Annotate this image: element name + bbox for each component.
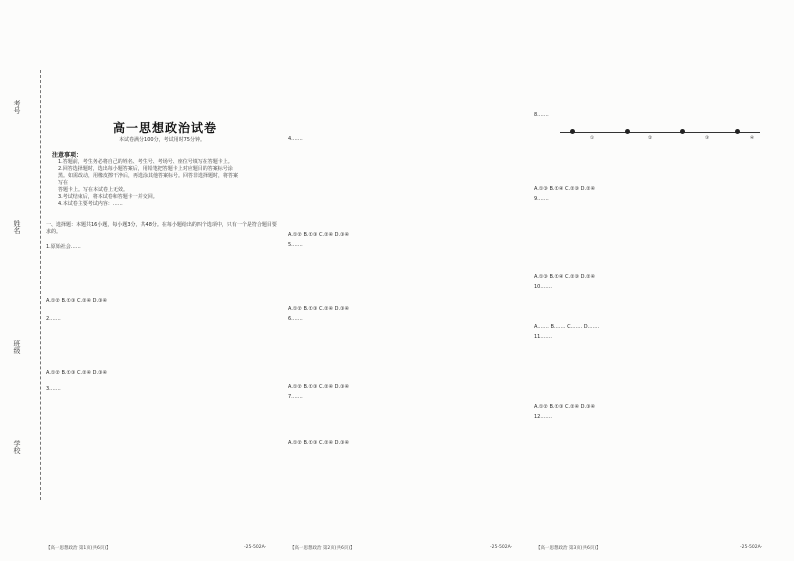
page3-footer-left: 【高一思想政治 第3页(共6页)】	[536, 546, 601, 551]
col3-block: 10.……	[534, 284, 552, 290]
timeline-mark: ①	[590, 136, 595, 141]
col1-block: 一、选择题：本题共16小题，每小题3分，共48分。在每小题给出的四个选项中，只有一个是符合题目要求的。	[46, 222, 277, 236]
binding-label-school: 学校	[13, 440, 21, 454]
col3-block: A.①② B.①③ C.②④ D.③④	[534, 404, 596, 410]
col2-block: A.①② B.①③ C.②④ D.③④	[288, 306, 350, 312]
notice-line: 3.考试结束后，将本试卷和答题卡一并交回。	[58, 194, 158, 200]
col3-block: A.…… B.…… C.…… D.……	[534, 324, 600, 330]
col2-block: 5.……	[288, 242, 303, 248]
page2-footer-right: -25-502A-	[490, 545, 513, 550]
col1-block: 2.……	[46, 316, 61, 322]
notice-block	[58, 159, 238, 208]
binding-label-class: 班级	[13, 340, 21, 354]
timeline-dot	[570, 129, 575, 134]
exam-sub-info: 本试卷满分100分，考试用时75分钟。	[119, 137, 205, 143]
notice-title: 注意事项：	[52, 152, 83, 159]
col2-block: 7.……	[288, 394, 303, 400]
timeline-dot	[680, 129, 685, 134]
timeline-dot	[625, 129, 630, 134]
page2-footer-left: 【高一思想政治 第2页(共6页)】	[290, 546, 355, 551]
exam-title: 高一思想政治试卷	[112, 121, 217, 135]
col2-block: A.①② B.①③ C.②④ D.③④	[288, 384, 350, 390]
col1-block: A.①② B.①③ C.②④ D.③④	[46, 298, 108, 304]
col2-block: 4.……	[288, 136, 303, 142]
binding-label-name: 姓名	[13, 220, 21, 234]
notice-line: 黑。如需改动，用橡皮擦干净后，再选涂其他答案标号。回答非选择题时，将答案写在	[58, 173, 239, 186]
col2-block: 6.……	[288, 316, 303, 322]
col3-block: 8.……	[534, 112, 549, 118]
notice-line: 答题卡上。写在本试卷上无效。	[58, 187, 129, 193]
page3-footer-right: -25-502A-	[740, 545, 763, 550]
notice-line: 1.答题前，考生务必将自己的姓名、考生号、考场号、座位号填写在答题卡上。	[58, 159, 233, 165]
page1-footer-left: 【高一思想政治 第1页(共6页)】	[46, 546, 111, 551]
col1-block: 3.……	[46, 386, 61, 392]
col2-block: A.①② B.①③ C.②④ D.③④	[288, 440, 350, 446]
col3-block: A.①③ B.①④ C.②③ D.②④	[534, 274, 596, 280]
binding-strip	[0, 70, 41, 500]
page1-footer-right: -25-502A-	[244, 545, 267, 550]
col3-block: 11.……	[534, 334, 552, 340]
col1-block: 1.原始社会……	[46, 244, 81, 250]
notice-line: 2.回答选择题时，选出每小题答案后，用铅笔把答题卡上对应题目的答案标号涂	[58, 166, 233, 172]
col3-block: A.①③ B.①④ C.②③ D.②④	[534, 186, 596, 192]
col3-block: 12.……	[534, 414, 552, 420]
notice-line: 4.本试卷主要考试内容：……	[58, 201, 123, 207]
col2-block: A.①② B.①③ C.②④ D.③④	[288, 232, 350, 238]
timeline-mark: ③	[705, 136, 710, 141]
timeline-axis	[560, 132, 760, 133]
timeline-mark: ②	[648, 136, 653, 141]
timeline-figure	[560, 126, 760, 140]
timeline-dot	[735, 129, 740, 134]
binding-label-exam-number: 考号	[13, 100, 21, 114]
col1-block: A.①② B.①③ C.②④ D.③④	[46, 370, 108, 376]
timeline-mark: ④	[750, 136, 755, 141]
col3-block: 9.……	[534, 196, 549, 202]
